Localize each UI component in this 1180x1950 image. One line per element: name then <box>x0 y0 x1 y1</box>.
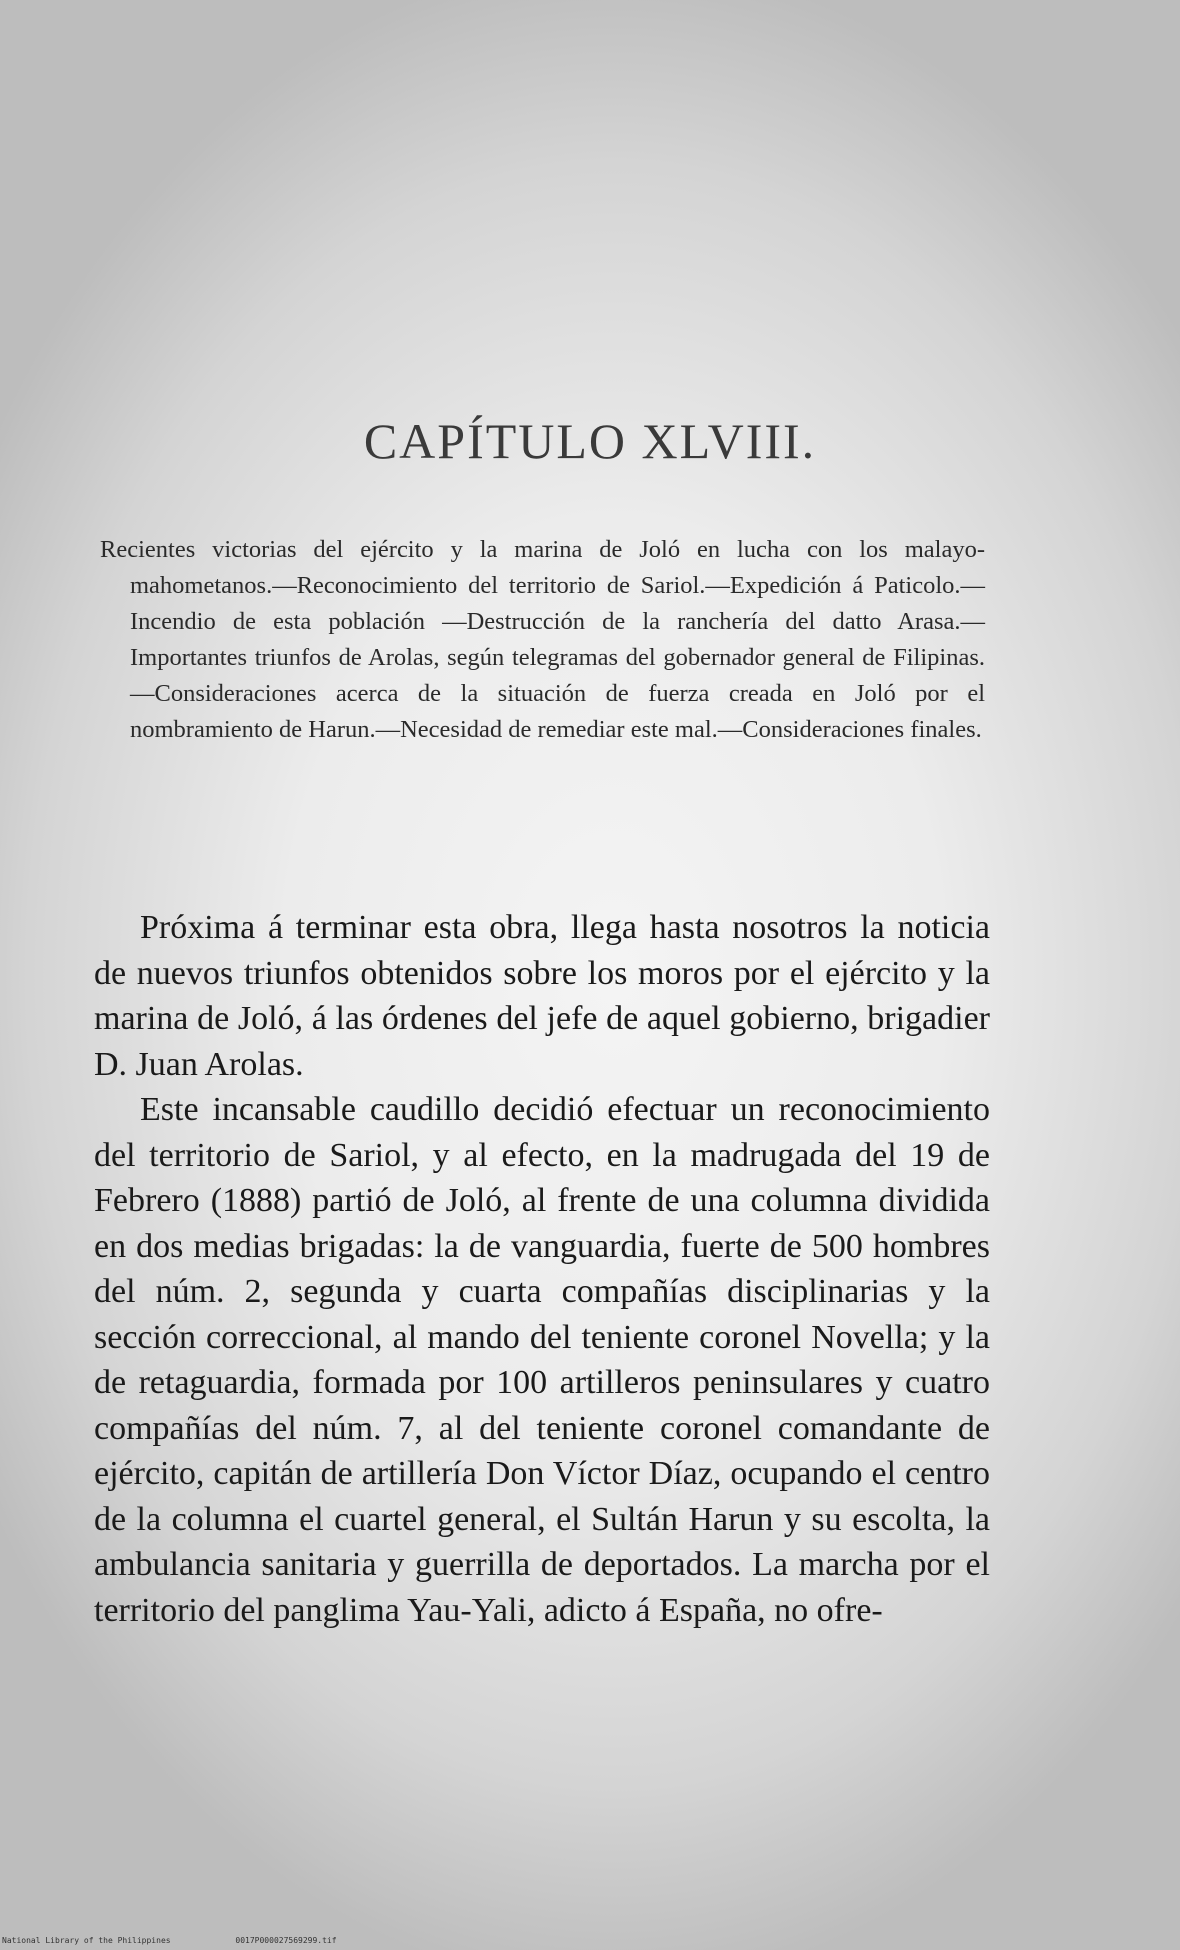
library-name: National Library of the Philippines <box>2 1936 171 1945</box>
scan-footer <box>2 1936 337 1945</box>
body-text <box>94 905 990 1633</box>
body-paragraph: Este incansable caudillo decidió efectuar un reconocimiento del territorio de Sariol, y al efecto, en la madrugada del 19 de Febrero (1888) partió de Joló, al frente de una columna dividida en dos medias brigadas: la de vanguardia, fuerte de 500 hombres del núm. 2, segunda y cuarta compañías disciplinarias y la sección correccional, al mando del teniente coronel Novella; y la de retaguardia, formada por 100 artilleros peninsulares y cuatro compañías del núm. 7, al del teniente coronel comandante de ejército, capitán de artillería Don Víctor Díaz, ocupando el centro de la columna el cuartel general, el Sultán Harun y su escolta, la ambulancia sanitaria y guerrilla de deportados. La marcha por el territorio del panglima Yau-Yali, adicto á España, no ofre- <box>94 1091 990 1629</box>
chapter-summary: Recientes victorias del ejército y la marina de Joló en lucha con los malayo-mahometanos.—Reconocimiento del territorio de Sariol.—Expedición á Paticolo.—Incendio de esta población —Destrucción de la ranchería del datto Arasa.—Importantes triunfos de Arolas, según telegramas del gobernador general de Filipinas.—Consideraciones acerca de la situación de fuerza creada en Joló por el nombramiento de Harun.—Necesidad de remediar este mal.—Consideraciones finales. <box>100 536 985 743</box>
file-id: 0017P000027569299.tif <box>235 1936 337 1945</box>
body-paragraph: Próxima á terminar esta obra, llega hasta nosotros la noticia de nuevos triunfos obtenidos sobre los moros por el ejército y la marina de Joló, á las órdenes del jefe de aquel gobierno, brigadier D. Juan Arolas. <box>94 909 990 1083</box>
chapter-title: CAPÍTULO XLVIII. <box>363 413 817 469</box>
